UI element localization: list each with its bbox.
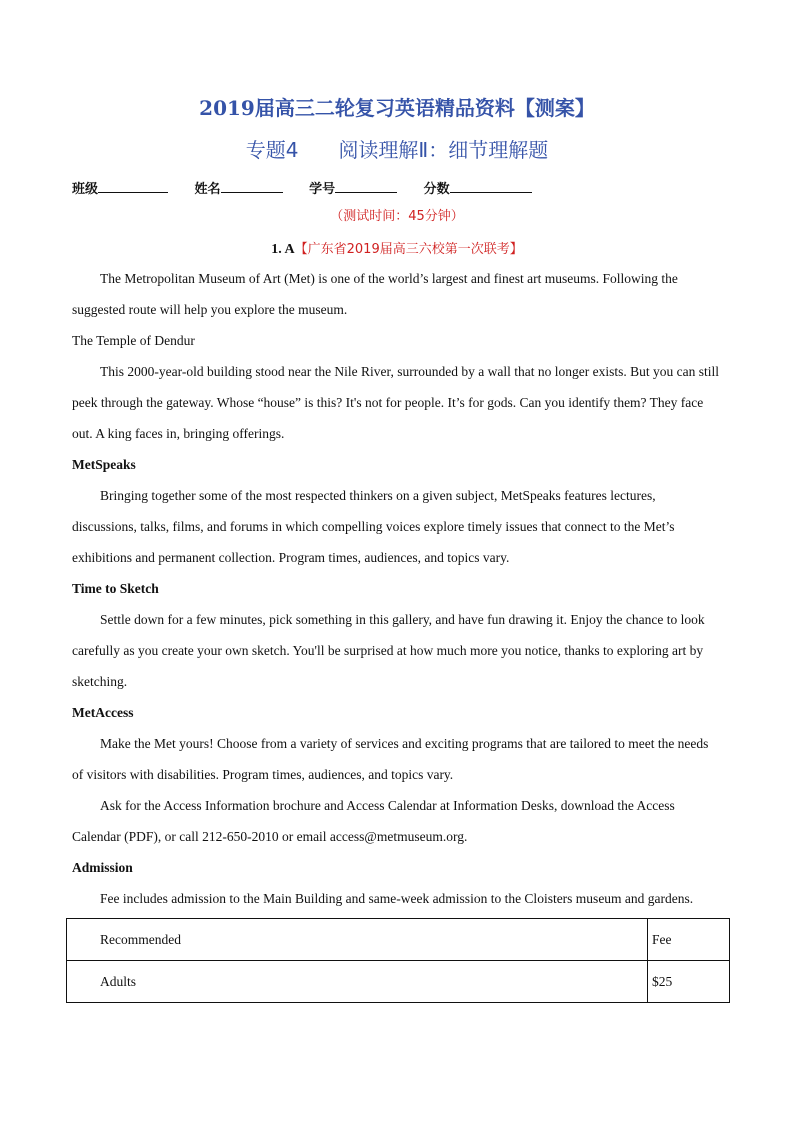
field-class-blank[interactable]	[98, 180, 168, 193]
passage-paragraph: Fee includes admission to the Main Building and same-week admission to the Cloisters museum and gardens.	[100, 891, 694, 906]
table-cell: Adults	[67, 961, 648, 1003]
document-title: 2019届高三二轮复习英语精品资料【测案】	[199, 96, 595, 120]
question-number: 1. A	[271, 242, 295, 257]
section-heading: MetSpeaks	[72, 457, 136, 472]
topic-label: 专题4	[245, 138, 299, 162]
passage-paragraph: Bringing together some of the most respected thinkers on a given subject, MetSpeaks features lectures, discussions, talks, films, and forums in which compelling voices explore timely issues that connect to the Met’s exhibitions and permanent collection. Program times, audiences, and topics vary.	[72, 488, 675, 565]
table-cell: $25	[648, 961, 730, 1003]
field-class-label: 班级	[72, 182, 99, 197]
question-heading	[0, 238, 794, 258]
table-header-cell: Recommended	[67, 919, 648, 961]
table-row	[67, 961, 730, 1003]
time-note: （测试时间：45分钟）	[330, 209, 464, 224]
section-heading: Time to Sketch	[72, 581, 159, 596]
section-heading: Admission	[72, 860, 133, 875]
field-name-label: 姓名	[194, 182, 221, 197]
table-header-row	[67, 919, 730, 961]
table-header-cell: Fee	[648, 919, 730, 961]
field-number-blank[interactable]	[335, 180, 397, 193]
section-heading: MetAccess	[72, 705, 134, 720]
passage-paragraph: The Metropolitan Museum of Art (Met) is one of the world’s largest and finest art museums. Following the suggested route will help you explore the museum.	[72, 271, 678, 317]
section-heading: The Temple of Dendur	[72, 333, 195, 348]
passage-paragraph: Settle down for a few minutes, pick something in this gallery, and have fun drawing it. Enjoy the chance to look carefully as you create your own sketch. You'll be surprised at how much more you notice, thanks to exploring art by sketching.	[72, 612, 705, 689]
field-score-label: 分数	[423, 182, 450, 197]
field-name-blank[interactable]	[221, 180, 283, 193]
passage-paragraph: This 2000-year-old building stood near the Nile River, surrounded by a wall that no longer exists. But you can still peek through the gateway. Whose “house” is this? It's not for people. It’s for gods. Can you identify them? They face out. A king faces in, bringing offerings.	[72, 364, 719, 441]
topic-heading	[0, 134, 794, 163]
student-info-fields	[72, 178, 532, 197]
reading-passage	[72, 263, 722, 914]
topic-title: 阅读理解Ⅱ：细节理解题	[338, 138, 549, 162]
field-number-label: 学号	[309, 182, 336, 197]
field-score-blank[interactable]	[450, 180, 532, 193]
passage-paragraph: Ask for the Access Information brochure and Access Calendar at Information Desks, download the Access Calendar (PDF), or call 212-650-2010 or email access@metmuseum.org.	[72, 798, 675, 844]
fee-table	[66, 918, 730, 1003]
question-source: 【广东省2019届高三六校第一次联考】	[294, 242, 523, 257]
passage-paragraph: Make the Met yours! Choose from a variety of services and exciting programs that are tailored to meet the needs of visitors with disabilities. Program times, audiences, and topics vary.	[72, 736, 709, 782]
